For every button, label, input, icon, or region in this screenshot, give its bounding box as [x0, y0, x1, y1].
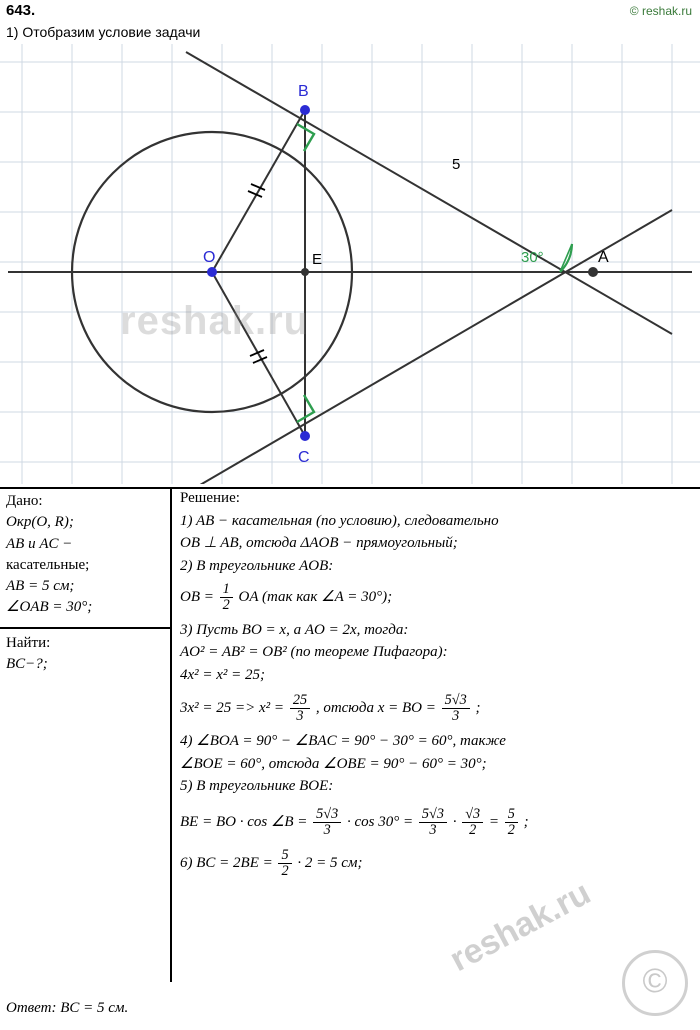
fraction-5root3-3-a: [313, 807, 341, 838]
step-1-text: 1) Отобразим условие задачи: [6, 24, 201, 40]
label-E: E: [312, 251, 323, 268]
fraction-numerator: 5: [507, 805, 515, 822]
solution-line-13-post: · 2 = 5 см;: [297, 854, 363, 871]
fraction-numerator: 5: [281, 846, 289, 863]
task-number: 643.: [6, 2, 36, 19]
equal-marks: [248, 184, 267, 363]
given-line-3: касательные;: [6, 556, 90, 573]
solution-line-8-mid: , отсюда x = BO =: [315, 700, 436, 717]
label-A: A: [598, 249, 609, 266]
solution-line-8: [180, 693, 696, 724]
solution-line-7: 4x² = x² = 25;: [180, 666, 266, 683]
point-E: [301, 268, 309, 276]
fraction-numerator: 25: [292, 692, 308, 709]
geometry-figure: [0, 44, 700, 484]
bottom-watermark-text: reshak.ru: [443, 873, 597, 980]
solution-line-12-dot: ·: [452, 813, 457, 830]
fraction-5root3-3-b: [419, 807, 447, 838]
fraction-denominator: 3: [419, 822, 447, 838]
fraction-denominator: 2: [278, 863, 291, 879]
label-O: O: [203, 249, 216, 266]
solution-line-4: [180, 582, 696, 613]
solution-line-12: [180, 807, 696, 838]
given-line-2: AB и AC −: [6, 535, 73, 552]
point-A: [588, 267, 598, 277]
solution-line-12-end: ;: [523, 813, 529, 830]
solution-line-13-pre: 6) BC = 2BE =: [180, 854, 273, 871]
solution-line-10: ∠BOE = 60°, отсюда ∠OBE = 90° − 60° = 30°;: [180, 755, 487, 772]
solution-line-5: 3) Пусть BO = x, а AO = 2x, тогда:: [180, 621, 409, 638]
fraction-5root3-3: [442, 693, 470, 724]
copyright-notice: © reshak.ru: [629, 4, 692, 18]
label-angle-30: 30°: [521, 249, 544, 266]
fraction-denominator: 3: [290, 708, 310, 724]
fraction-one-half: [220, 582, 233, 613]
fraction-root3-2: [462, 807, 483, 838]
solution-line-12-eq: =: [488, 813, 500, 830]
answer-line: Ответ: BC = 5 см.: [6, 1000, 129, 1016]
fraction-numerator: √3: [465, 805, 481, 822]
given-block: [6, 491, 166, 619]
solution-line-1: 1) AB − касательная (по условию), следовательно: [180, 512, 499, 529]
solution-block: [180, 489, 696, 879]
given-title: Дано:: [6, 493, 43, 509]
fraction-numerator: 5√3: [316, 805, 339, 822]
find-title: Найти:: [6, 635, 51, 651]
solution-table: [0, 487, 700, 982]
point-O: [207, 267, 217, 277]
fraction-denominator: 2: [505, 822, 518, 838]
fraction-denominator: 2: [220, 597, 233, 613]
solution-line-9: 4) ∠BOA = 90° − ∠BAC = 90° − 30° = 60°, также: [180, 733, 506, 750]
solution-line-3: 2) В треугольнике AOB:: [180, 557, 334, 574]
tangent-line-AB: [186, 52, 672, 334]
find-line-1: BC−?;: [6, 656, 48, 673]
given-line-4: AB = 5 см;: [6, 578, 75, 595]
point-C: [300, 431, 310, 441]
solution-title: Решение:: [180, 490, 240, 506]
find-block: [6, 633, 166, 676]
radius-OB: [212, 110, 305, 272]
solution-line-4-post: OA (так как ∠A = 30°);: [238, 589, 393, 606]
given-line-5: ∠OAB = 30°;: [6, 599, 93, 616]
given-line-1: Окр(O, R);: [6, 514, 74, 531]
fraction-25-3: [290, 693, 310, 724]
solution-line-11: 5) В треугольнике BOE:: [180, 778, 334, 795]
solution-line-4-pre: OB =: [180, 589, 214, 606]
grid-lines: [0, 44, 700, 484]
fraction-denominator: 3: [313, 822, 341, 838]
fraction-denominator: 3: [442, 708, 470, 724]
solution-line-6: AO² = AB² = OB² (по теореме Пифагора):: [180, 644, 448, 661]
label-B: B: [298, 83, 309, 100]
fraction-numerator: 5√3: [421, 805, 444, 822]
solution-line-8-pre: 3x² = 25 => x² =: [180, 700, 285, 717]
solution-line-2: OB ⊥ AB, отсюда ΔAOB − прямоугольный;: [180, 535, 458, 551]
fraction-numerator: 5√3: [444, 692, 467, 709]
figure-watermark: reshak.ru: [120, 299, 310, 343]
fraction-denominator: 2: [462, 822, 483, 838]
solution-line-8-post: ;: [475, 700, 481, 717]
solution-line-12-pre: BE = BO · cos ∠B =: [180, 813, 308, 830]
table-middle-divider: [0, 627, 170, 629]
table-vertical-divider: [170, 487, 172, 982]
label-C: C: [298, 449, 310, 466]
fraction-numerator: 1: [222, 581, 230, 597]
point-B: [300, 105, 310, 115]
bottom-watermark-mark: ©: [622, 950, 688, 1016]
label-side-length: 5: [452, 156, 461, 173]
fraction-5-2-b: [278, 848, 291, 879]
solution-line-12-mid: · cos 30° =: [347, 813, 414, 830]
solution-line-13: [180, 848, 696, 879]
fraction-5-2-a: [505, 807, 518, 838]
